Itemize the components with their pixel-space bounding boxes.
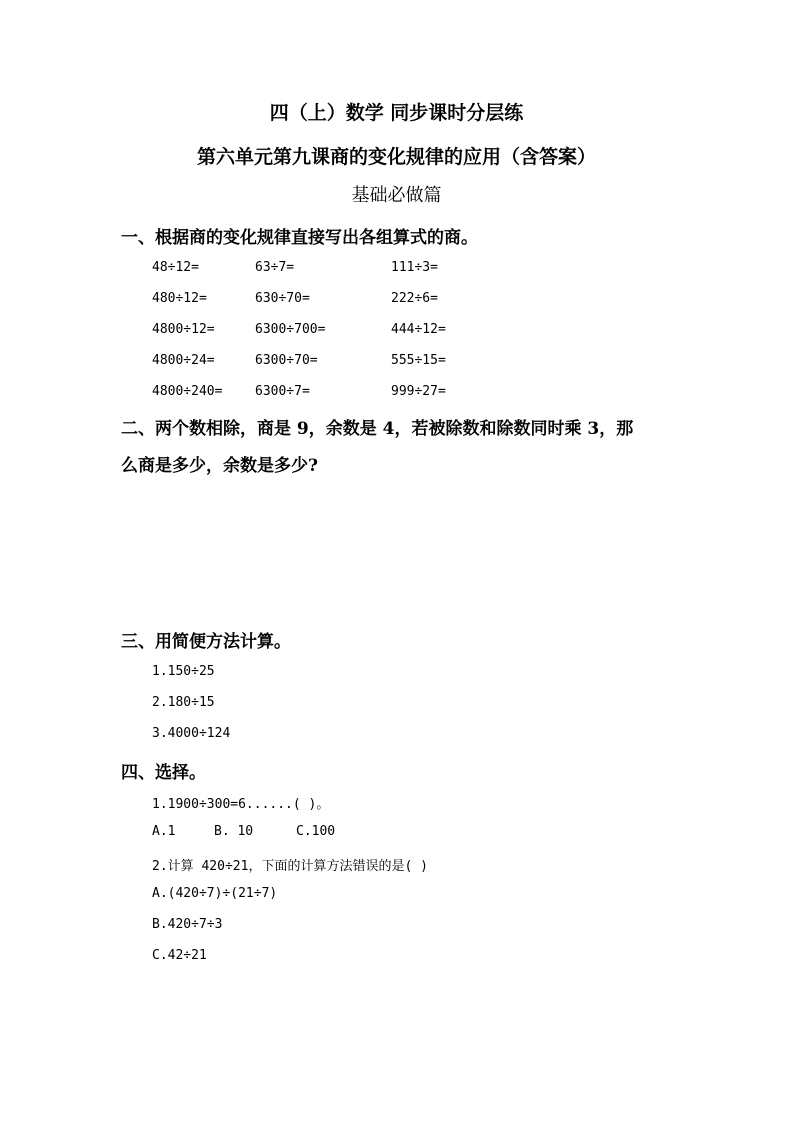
worksheet-title: 四（上）数学 同步课时分层练 (269, 102, 524, 124)
worksheet-subtitle: 第六单元第九课商的变化规律的应用（含答案） (196, 146, 596, 168)
q4-sub2-question: 2.计算 420÷21，下面的计算方法错误的是( ) (152, 859, 428, 874)
q4-sub2-option-c: C.42÷21 (152, 948, 207, 963)
q4-sub2-option-b: B.420÷7÷3 (152, 917, 223, 932)
q2-line-2: 么商是多少，余数是多少? (121, 456, 318, 476)
q1-row1-col3: 111÷3= (391, 260, 438, 275)
q1-row1-col1: 48÷12= (152, 260, 199, 275)
q4-sub2-option-a: A.(420÷7)÷(21÷7) (152, 886, 278, 901)
q4-sub1-option-b: B. 10 (214, 824, 254, 839)
section-label: 基础必做篇 (351, 185, 442, 206)
q4-heading: 四、选择。 (121, 763, 206, 783)
q4-sub1-option-c: C.100 (296, 824, 336, 839)
q3-item-1: 1.150÷25 (152, 664, 215, 679)
q1-row3-col3: 444÷12= (391, 322, 446, 337)
q1-row2-col1: 480÷12= (152, 291, 207, 306)
q1-row5-col3: 999÷27= (391, 384, 446, 399)
q1-row1-col2: 63÷7= (255, 260, 295, 275)
q2-line-1: 二、两个数相除，商是 9，余数是 4，若被除数和除数同时乘 3，那 (121, 419, 634, 439)
q1-row3-col1: 4800÷12= (152, 322, 215, 337)
q1-row4-col3: 555÷15= (391, 353, 446, 368)
q4-sub1-option-a: A.1 (152, 824, 176, 839)
q1-row5-col2: 6300÷7= (255, 384, 310, 399)
q3-item-2: 2.180÷15 (152, 695, 215, 710)
q1-heading: 一、根据商的变化规律直接写出各组算式的商。 (121, 228, 478, 248)
q1-row4-col1: 4800÷24= (152, 353, 215, 368)
q1-row3-col2: 6300÷700= (255, 322, 326, 337)
q4-sub1-question: 1.1900÷300=6......( )。 (152, 797, 330, 812)
q1-row2-col2: 630÷70= (255, 291, 310, 306)
q3-item-3: 3.4000÷124 (152, 726, 231, 741)
q1-row2-col3: 222÷6= (391, 291, 438, 306)
q1-row5-col1: 4800÷240= (152, 384, 223, 399)
q1-row4-col2: 6300÷70= (255, 353, 318, 368)
q3-heading: 三、用简便方法计算。 (121, 632, 291, 652)
